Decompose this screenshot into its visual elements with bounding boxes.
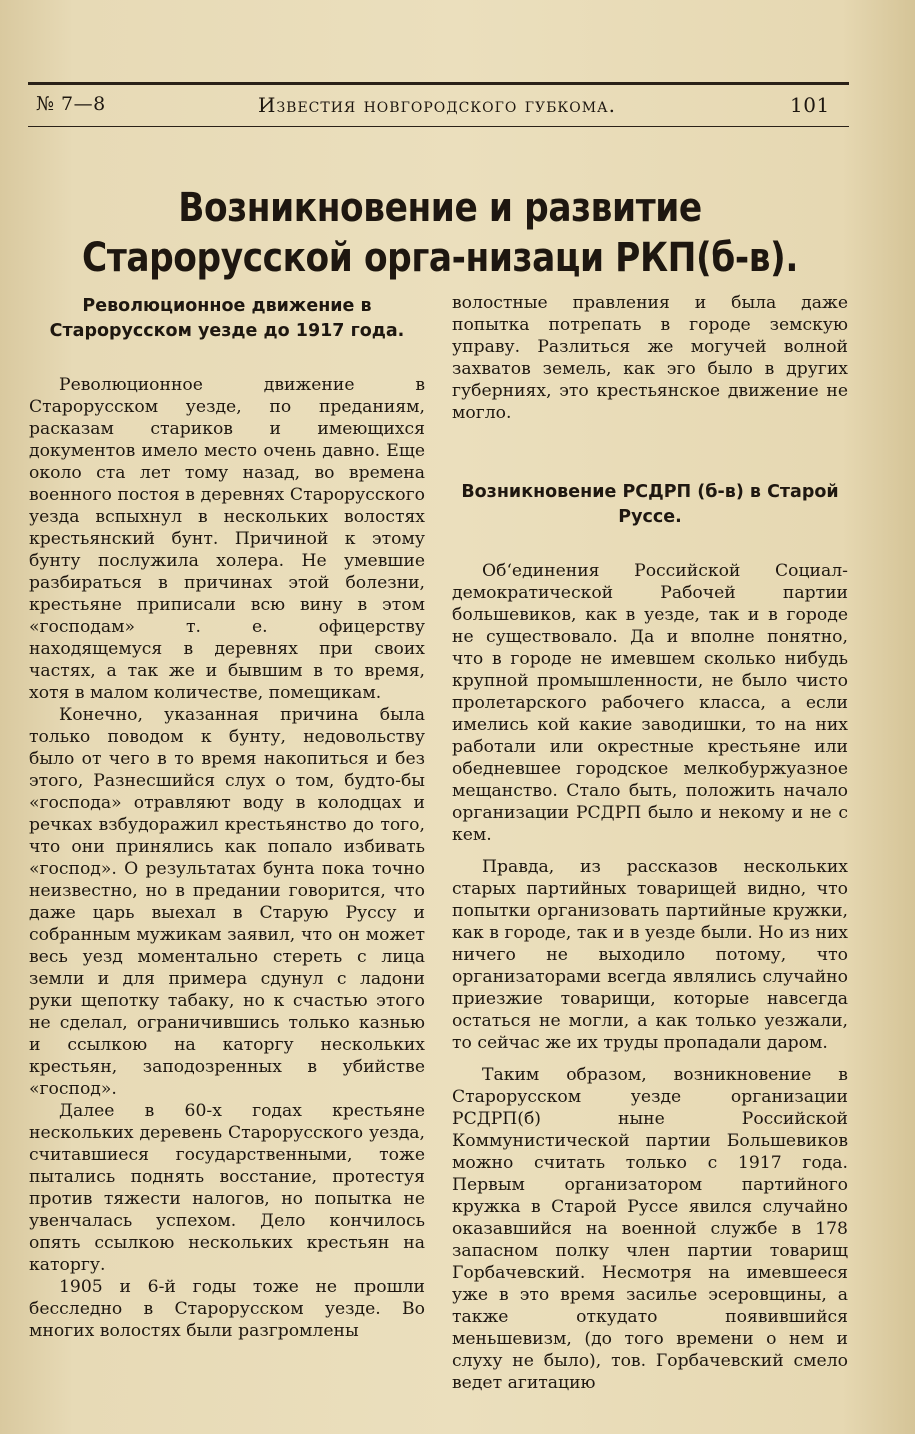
right-continuation-paragraph: волостные правления и была даже попытка потрепать в городе земскую управу. Разлиться же могучей волной захватов земель, как эго было в других губерниях, это крестьянское движение не могло. (452, 293, 848, 423)
right-paragraph-1: Об‘единения Российской Социал-демократической Рабочей партии большевиков, как в уезде, так и в городе не существовало. Да и вполне понятно, что в городе не имевшем сколько нибудь крупной промышленности, не было чисто пролетарского рабочего класса, а если имелись кой какие заводишки, то на них работали или окрестные крестьяне или обедневшее городское мелкобуржуазное мещанство. Стало быть, положить начало организации РСДРП было и некому и не с кем. (452, 561, 848, 845)
right-paragraph-2: Правда, из рассказов нескольких старых партийных товарищей видно, что попытки организовать партийные кружки, как в городе, так и в уезде были. Но из них ничего не выходило потому, что организаторами всегда являлись случайно приезжие товарищи, которые навсегда остаться не могли, а как только уезжали, то сейчас же их труды пропадали даром. (452, 857, 848, 1053)
left-paragraph-4: 1905 и 6-й годы тоже не прошли бесследно в Старорусском уезде. Во многих волостях были разгромлены (29, 1277, 425, 1341)
header-bottom-rule (28, 126, 849, 127)
issue-number: № 7—8 (36, 93, 106, 115)
right-column (452, 292, 848, 1394)
right-paragraph-3: Таким образом, возникновение в Старорусском уезде организации РСДРП(б) ныне Российской Коммунистической партии Большевиков можно считать только с 1917 года. Первым организатором партийного кружка в Старой Руссе явился случайно оказавшийся на военной службе в 178 запасном полку член партии товарищ Горбачевский. Несмотря на имевшееся уже в это время засилье эсеровщины, а также откудато появившийся меньшевизм, (до того времени о нем и слуху не было), тов. Горбачевский смело ведет агитацию (452, 1065, 848, 1393)
left-paragraph-1: Революционное движение в Старорусском уезде, по преданиям, расказам стариков и имеющихся документов имело место очень давно. Еще около ста лет тому назад, во времена военного постоя в деревнях Старорусского уезда вспыхнул в нескольких волостях крестьянский бунт. Причиной к этому бунту послужила холера. Не умевшие разбираться в причинах этой болезни, крестьяне приписали всю вину в этом «господам» т. е. офицерству находящемуся в деревнях при своих частях, а так же и бывшим в то время, хотя в малом количестве, помещикам. (29, 375, 425, 703)
right-subheading: Возникновение РСДРП (б-в) в Старой Руссе. (461, 482, 839, 527)
header-top-rule (28, 82, 849, 85)
left-column (29, 294, 425, 1342)
left-paragraph-2: Конечно, указанная причина была только поводом к бунту, недовольству было от чего в то время накопиться и без этого, Разнесшийся слух о том, будто-бы «господа» отравляют воду в колодцах и речках взбудоражил крестьянство до того, что они принялись как попало избивать «господ». О результатах бунта пока точно неизвестно, но в предании говорится, что даже царь выехал в Старую Руссу и собранным мужикам заявил, что он может весь уезд моментально стереть с лица земли и для примера сдунул с ладони руки щепотку табаку, но к счастью этого не сделал, ограничившись только казнью и ссылкою на каторгу нескольких крестьян, заподозренных в убийстве «господ». (29, 705, 425, 1099)
page-number: 101 (790, 93, 830, 117)
left-paragraph-3: Далее в 60-х годах крестьяне нескольких деревень Старорусского уезда, считавшиеся государственными, тоже пытались поднять восстание, протестуя против тяжести налогов, но попытка не увенчалась успехом. Дело кончилось опять ссылкою нескольких крестьян на каторгу. (29, 1101, 425, 1275)
article-title: Возникновение и развитие Старорусской орга-низаци РКП(б-в). (81, 185, 799, 281)
journal-title: Известия новгородского губкома. (258, 93, 617, 117)
left-subheading: Революционное движение в Старорусском уезде до 1917 года. (49, 296, 405, 341)
